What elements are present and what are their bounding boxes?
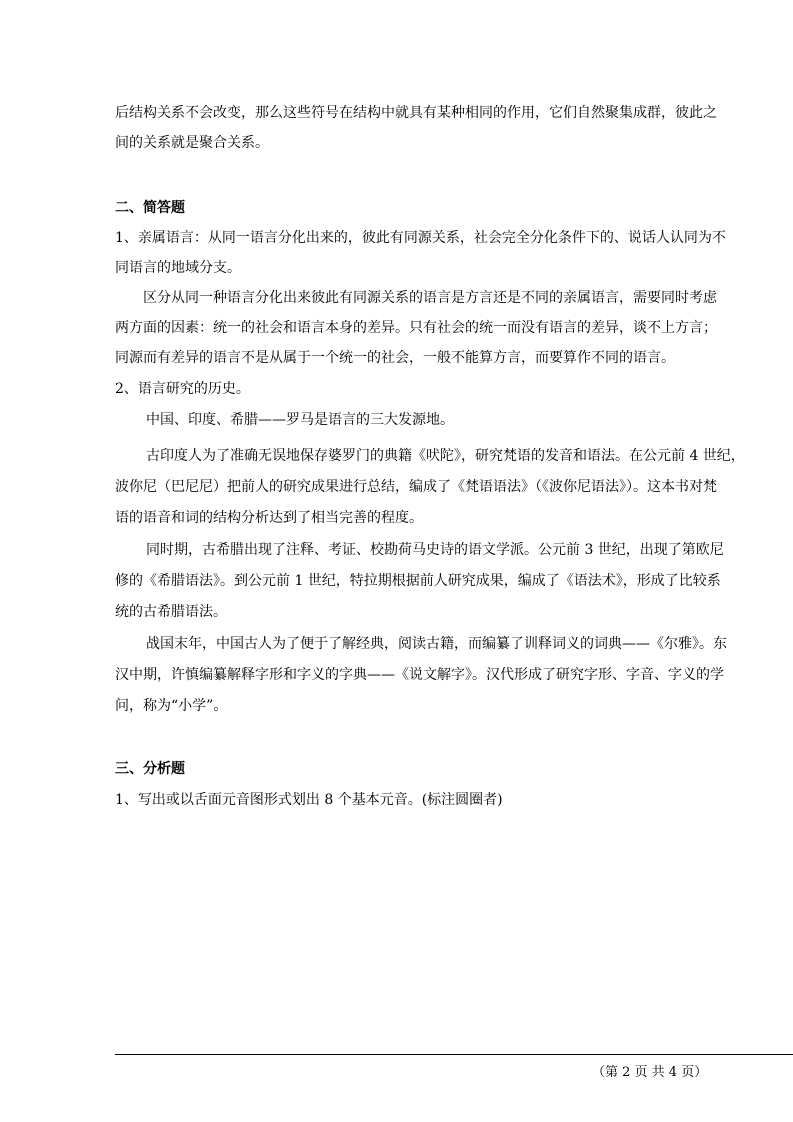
body-text-line: 间的关系就是聚合关系。 bbox=[115, 135, 269, 151]
body-text-line: 战国末年，中国古人为了便于了解经典，阅读古籍，而编纂了训释词义的词典——《尔雅》。东 bbox=[146, 636, 727, 652]
body-text-line: 同源而有差异的语言不是从属于一个统一的社会，一般不能算方言，而要算作不同的语言。 bbox=[115, 350, 675, 366]
body-text-line: 波你尼（巴尼尼）把前人的研究成果进行总结，编成了《梵语语法》（《波你尼语法》）。这本书对梵 bbox=[115, 479, 717, 495]
section-heading-analysis: 三、分析题 bbox=[115, 761, 185, 777]
footer-divider bbox=[115, 1054, 793, 1055]
body-text-line: 语的语音和词的结构分析达到了相当完善的程度。 bbox=[115, 510, 423, 526]
body-text-line: 中国、印度、希腊——罗马是语言的三大发源地。 bbox=[146, 412, 454, 428]
body-text-line: 1、亲属语言：从同一语言分化出来的，彼此有同源关系，社会完全分化条件下的、说话人认同为不 bbox=[115, 230, 726, 246]
body-text-line: 同语言的地域分支。 bbox=[115, 260, 241, 276]
body-text-line: 1、写出或以舌面元音图形式划出 8 个基本元音。(标注圆圈者) bbox=[115, 792, 503, 808]
section-heading-short-answer: 二、简答题 bbox=[115, 200, 185, 216]
body-text-line: 修的《希腊语法》。到公元前 1 世纪，特拉期根据前人研究成果，编成了《语法术》，形成了比较系 bbox=[115, 573, 721, 589]
body-text-line: 统的古希腊语法。 bbox=[115, 604, 227, 620]
body-text-line: 区分从同一种语言分化出来彼此有同源关系的语言是方言还是不同的亲属语言，需要同时考虑 bbox=[143, 290, 717, 306]
page-number-footer: （第 2 页 共 4 页） bbox=[592, 1065, 708, 1080]
body-text-line: 同时期，古希腊出现了注释、考证、校勘荷马史诗的语文学派。公元前 3 世纪，出现了第欧尼 bbox=[146, 542, 724, 558]
body-text-line: 2、语言研究的历史。 bbox=[115, 381, 250, 397]
body-text-line: 两方面的因素：统一的社会和语言本身的差异。只有社会的统一而没有语言的差异，谈不上方言； bbox=[115, 320, 717, 336]
body-text-line: 汉中期，许慎编纂解释字形和字义的字典——《说文解字》。汉代形成了研究字形、字音、字义的学 bbox=[115, 667, 724, 683]
body-text-line: 后结构关系不会改变，那么这些符号在结构中就具有某种相同的作用，它们自然聚集成群，彼此之 bbox=[115, 105, 717, 121]
body-text-line: 问，称为“小学”。 bbox=[115, 698, 228, 714]
body-text-line: 古印度人为了准确无误地保存婆罗门的典籍《吠陀》，研究梵语的发音和语法。在公元前 4 世纪， bbox=[146, 448, 745, 464]
